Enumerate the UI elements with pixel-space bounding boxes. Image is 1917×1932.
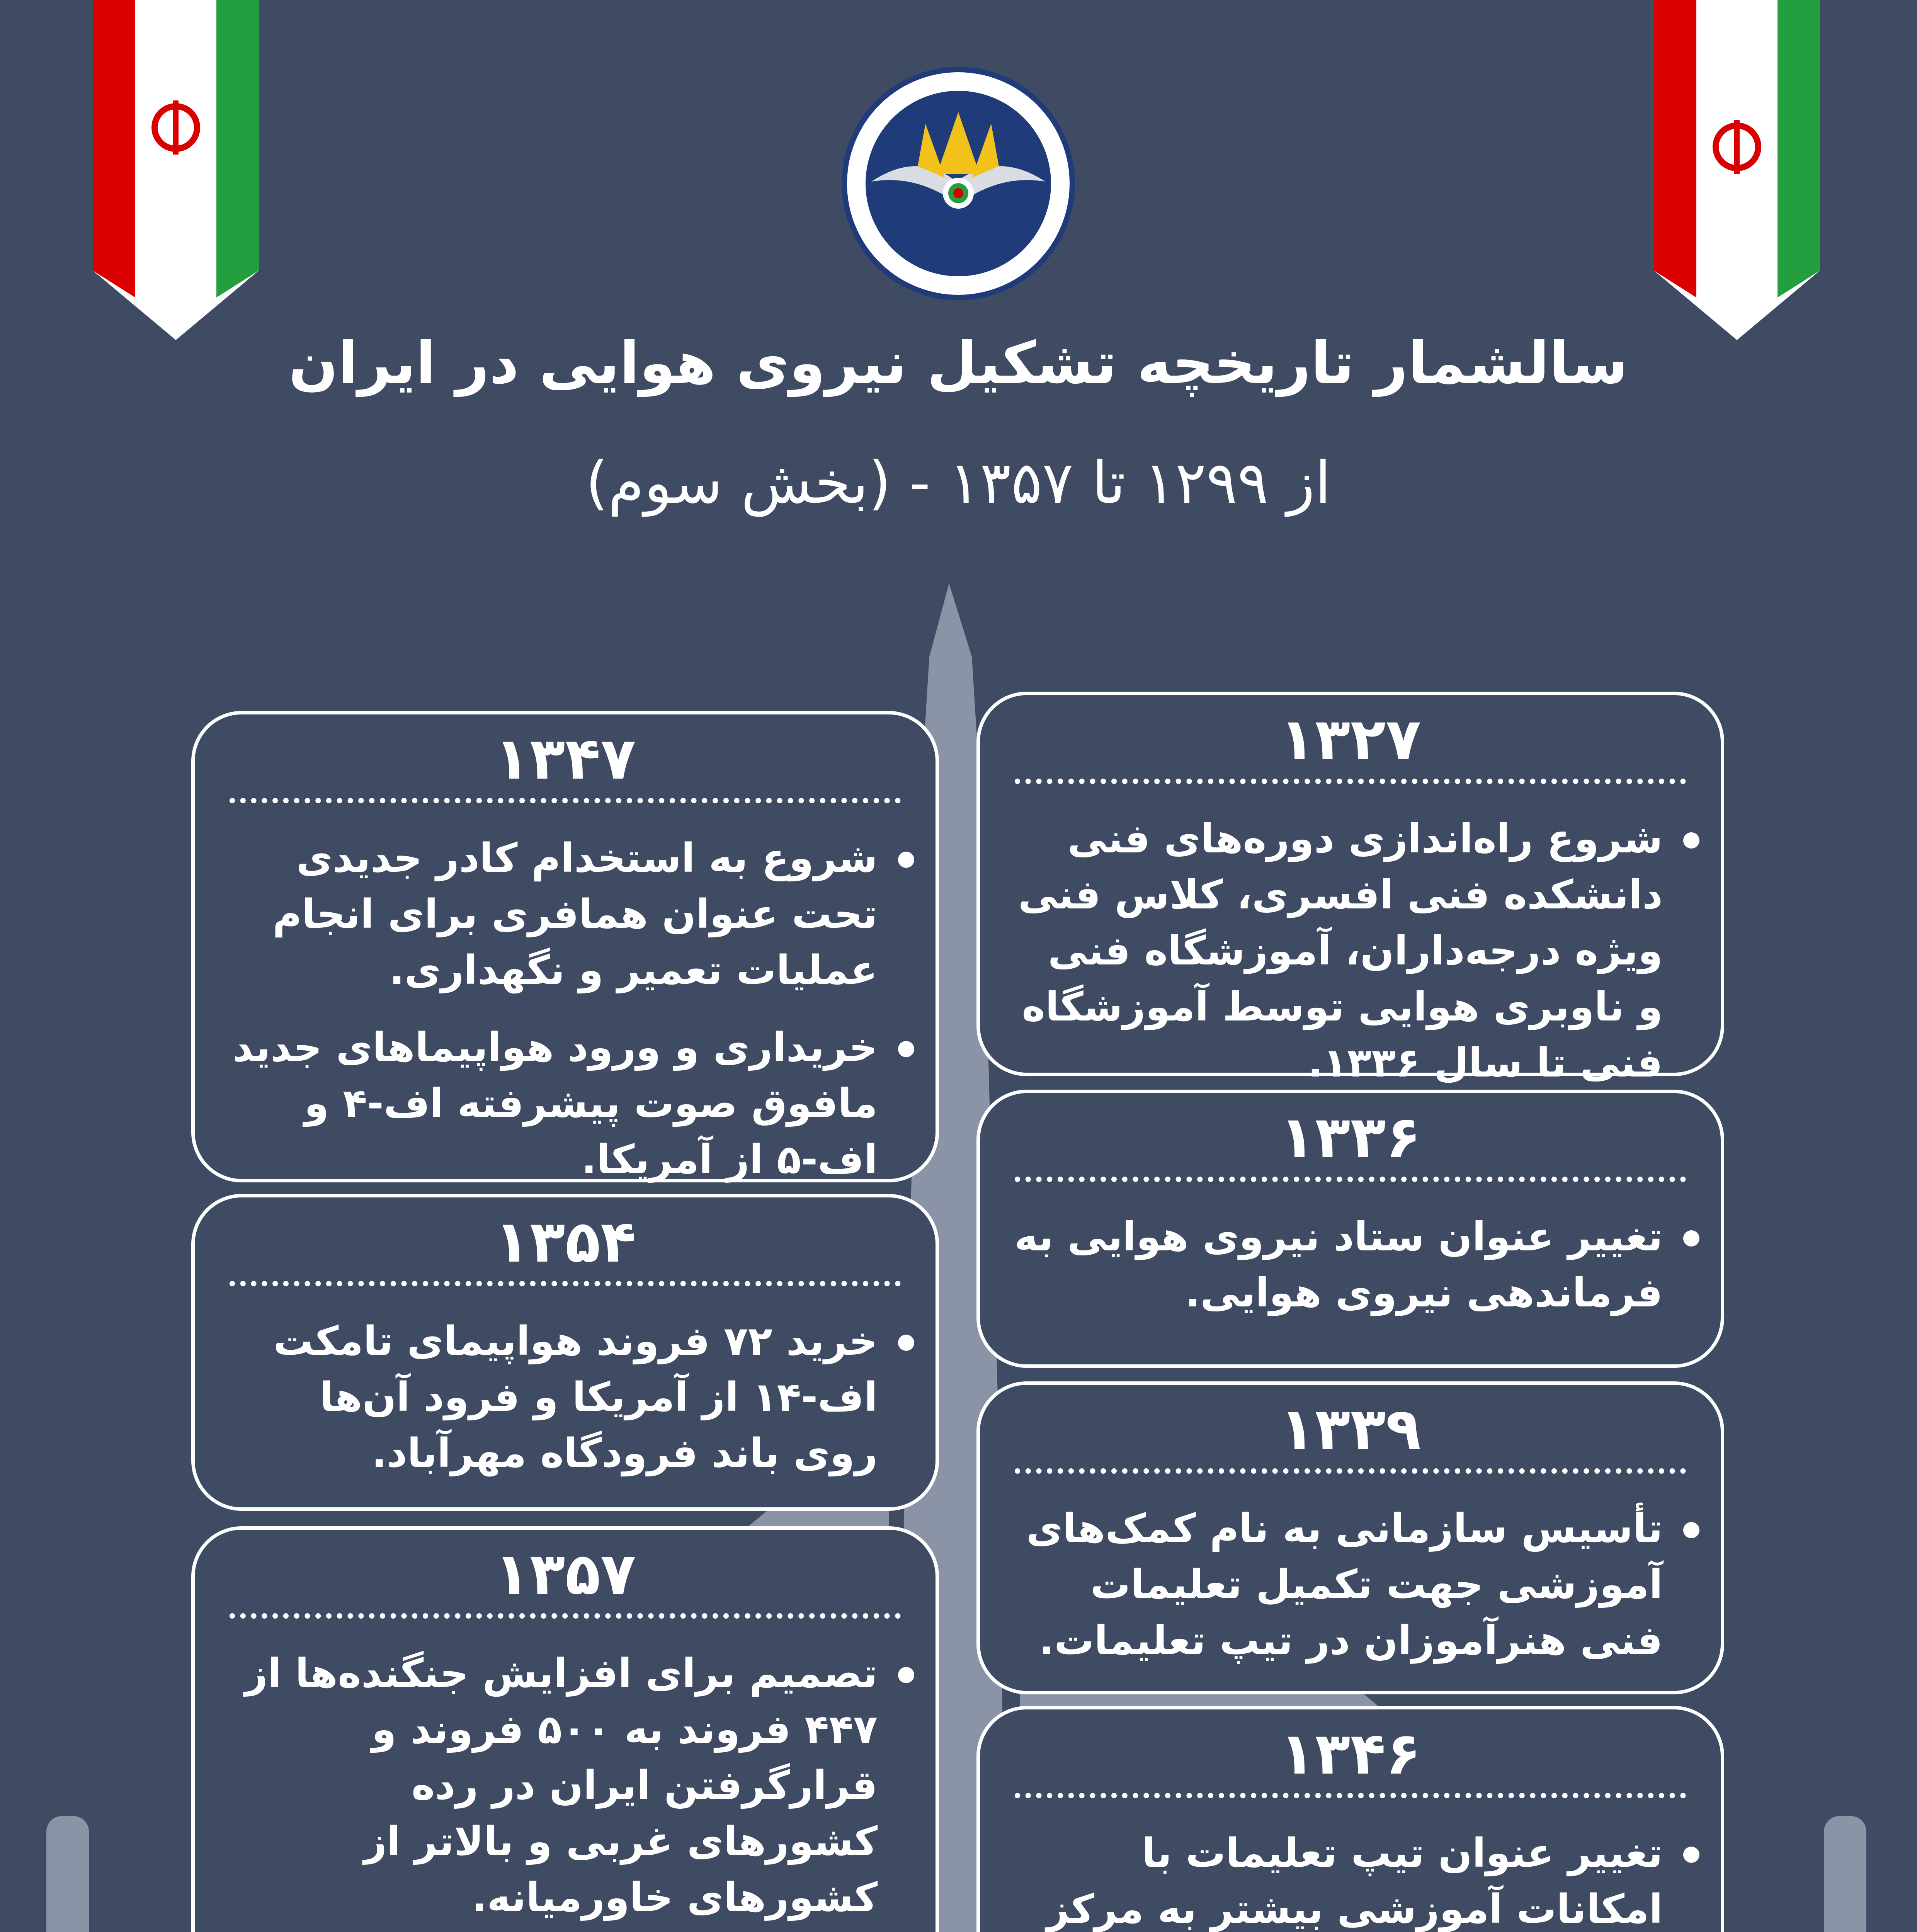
timeline-year: ۱۳۳۹ [1015,1385,1686,1474]
bullet-icon [898,1667,914,1683]
bullet-icon [1683,1522,1699,1538]
air-force-emblem-icon [840,66,1076,301]
bullet-icon [1683,1230,1699,1247]
timeline-item: تصمیم برای افزایش جنگنده‌ها از ۴۴۷ فروند به ۵۰۰ فروند و قرارگرفتن ایران در رده کشورهای غربی و بالاتر از کشورهای خاورمیانه. [226,1646,878,1926]
bullet-icon [898,1041,914,1057]
timeline-card-1346 [976,1706,1724,1932]
page-title: سالشمار تاریخچه تشکیل نیروی هوایی در ایران [288,330,1628,397]
timeline-item: شروع راه‌اندازی دوره‌های فنی دانشکده فنی افسری، کلاس فنی ویژه درجه‌داران، آموزشگاه فنی و ناوبری هوایی توسط آموزشگاه فنی تا سال ۱۳۳۶. [1011,811,1663,1091]
timeline-card-1354 [191,1194,939,1511]
timeline-card-1357 [191,1526,939,1932]
timeline-item: خریداری و ورود هواپیماهای جدید مافوق صوت پیشرفته اف-۴ و اف-۵ از آمریکا. [226,1020,878,1188]
timeline-year: ۱۳۴۶ [1015,1709,1686,1798]
timeline-year: ۱۳۵۴ [230,1197,901,1286]
timeline-year: ۱۳۲۷ [1015,695,1686,784]
timeline-card-1339 [976,1381,1724,1694]
timeline-card-1336 [976,1090,1724,1368]
iran-flag-left [93,0,259,348]
timeline-card-1327 [976,692,1724,1086]
timeline-year: ۱۳۴۷ [230,714,901,803]
bullet-icon [1683,832,1699,849]
bullet-icon [898,1335,914,1351]
bullet-icon [1683,1847,1699,1863]
timeline-item: تأسیس سازمانی به نام کمک‌های آموزشی جهت تکمیل تعلیمات فنی هنرآموزان در تیپ تعلیمات. [1011,1501,1663,1669]
bullet-icon [898,852,914,868]
iran-flag-right [1654,0,1820,348]
timeline-card-1347 [191,711,939,1182]
timeline-year: ۱۳۵۷ [230,1530,901,1619]
timeline-year: ۱۳۳۶ [1015,1093,1686,1182]
timeline-item: شروع به استخدام کادر جدیدی تحت عنوان همافری برای انجام عملیات تعمیر و نگهداری. [226,830,878,998]
timeline-item: تغییر عنوان ستاد نیروی هوایی به فرماندهی نیروی هوایی. [1011,1209,1663,1321]
timeline-item: تغییر عنوان تیپ تعلیمات با امکانات آموزشی بیشتر به مرکز [1011,1825,1663,1932]
timeline-item: خرید ۷۲ فروند هواپیمای تامکت اف-۱۴ از آمریکا و فرود آن‌ها روی باند فرودگاه مهرآباد. [226,1313,878,1481]
page-subtitle: از ۱۲۹۹ تا ۱۳۵۷ - (بخش سوم) [585,449,1331,517]
